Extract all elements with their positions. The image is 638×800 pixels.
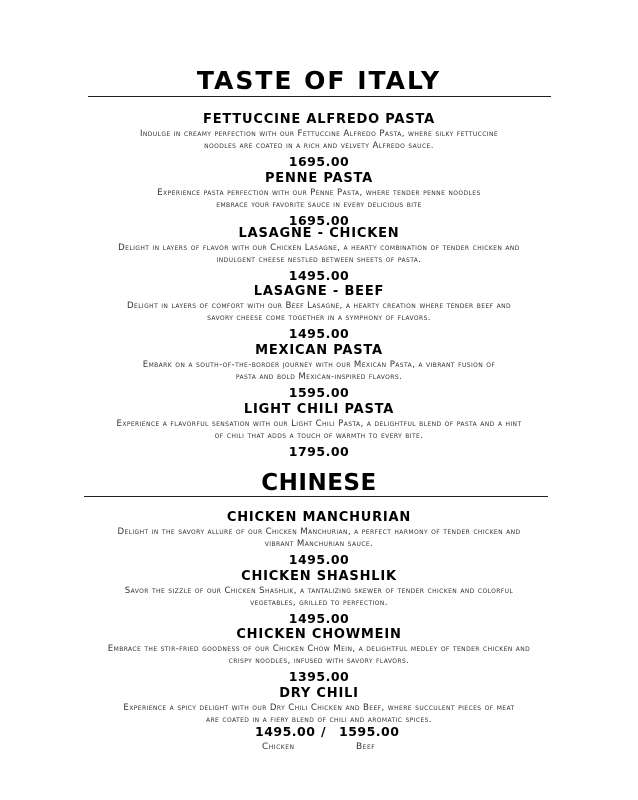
item-description: crispy noodles, infused with savory flavors. (228, 656, 410, 666)
item-name: FETTUCCINE ALFREDO PASTA (203, 112, 435, 127)
item-price: 1495.00 (288, 611, 350, 626)
item-name: LASAGNE - CHICKEN (238, 226, 400, 241)
item-name: LASAGNE - BEEF (253, 284, 385, 299)
item-name: CHICKEN CHOWMEIN (236, 627, 402, 642)
item-description: Delight in the savory allure of our Chicken Manchurian, a perfect harmony of tender chicken and (117, 527, 521, 537)
item-description: pasta and bold Mexican-inspired flavors. (235, 372, 403, 382)
item-name: DRY CHILI (279, 686, 359, 701)
label-chicken: Chicken (262, 742, 295, 752)
item-name: LIGHT CHILI PASTA (243, 402, 395, 417)
item-description: of chili that adds a touch of warmth to every bite. (214, 431, 424, 441)
menu-item (80, 226, 558, 283)
menu-item (80, 627, 558, 684)
item-description: Delight in layers of comfort with our Beef Lasagne, a hearty creation where tender beef and (126, 301, 512, 311)
item-description: embrace your favorite sauce in every delicious bite (216, 200, 422, 210)
label-beef: Beef (356, 742, 376, 752)
section-title-chinese: CHINESE (261, 470, 377, 496)
item-description: vegetables, grilled to perfection. (250, 598, 388, 608)
menu-item (80, 284, 558, 341)
item-name: PENNE PASTA (264, 171, 374, 186)
item-description: Experience pasta perfection with our Penne Pasta, where tender penne noodles (157, 188, 481, 198)
menu-item (80, 112, 558, 169)
price-chicken: 1495.00 (255, 724, 316, 739)
item-description: Savor the sizzle of our Chicken Shashlik, a tantalizing skewer of tender chicken and colorful (124, 586, 514, 596)
item-description: vibrant Manchurian sauce. (264, 539, 374, 549)
price-separator: / (321, 724, 327, 739)
item-name: CHICKEN MANCHURIAN (226, 510, 412, 525)
item-description: Experience a flavorful sensation with our Light Chili Pasta, a delightful blend of pasta and a hint (116, 419, 522, 429)
menu-item (80, 402, 558, 459)
item-description: Experience a spicy delight with our Dry Chili Chicken and Beef, where succulent pieces of meat (123, 703, 515, 713)
item-description: indulgent cheese nestled between sheets of pasta. (216, 255, 422, 265)
item-description: Delight in layers of flavor with our Chicken Lasagne, a hearty combination of tender chicken and (118, 243, 520, 253)
item-description: Indulge in creamy perfection with our Fettuccine Alfredo Pasta, where silky fettuccine (139, 129, 499, 139)
item-description: Embrace the stir-fried goodness of our Chicken Chow Mein, a delightful medley of tender chicken and (107, 644, 531, 654)
item-name: CHICKEN SHASHLIK (241, 569, 397, 584)
item-description: are coated in a fiery blend of chili and aromatic spices. (205, 715, 432, 725)
item-price: 1695.00 (288, 154, 350, 169)
menu-item (80, 686, 558, 726)
price-beef: 1595.00 (339, 724, 400, 739)
section-divider-italy (88, 96, 551, 97)
item-description: noodles are coated in a rich and velvety Alfredo sauce. (204, 141, 434, 151)
item-price: 1395.00 (288, 669, 350, 684)
menu-item (80, 510, 558, 567)
item-price: 1695.00 (288, 213, 350, 228)
item-description: savory cheese come together in a symphony of flavors. (207, 313, 431, 323)
item-description: Embark on a south-of-the-border journey with our Mexican Pasta, a vibrant fusion of (142, 360, 496, 370)
item-price: 1595.00 (288, 385, 350, 400)
menu-item (80, 171, 558, 228)
item-name: MEXICAN PASTA (255, 343, 383, 358)
item-price: 1495.00 (288, 268, 350, 283)
item-price: 1795.00 (288, 444, 350, 459)
item-price: 1495.00 (288, 552, 350, 567)
section-divider-chinese (84, 496, 548, 497)
menu-item (80, 343, 558, 400)
menu-item (80, 569, 558, 626)
section-title-italy: TASTE OF ITALY (196, 66, 442, 95)
item-price: 1495.00 (288, 326, 350, 341)
